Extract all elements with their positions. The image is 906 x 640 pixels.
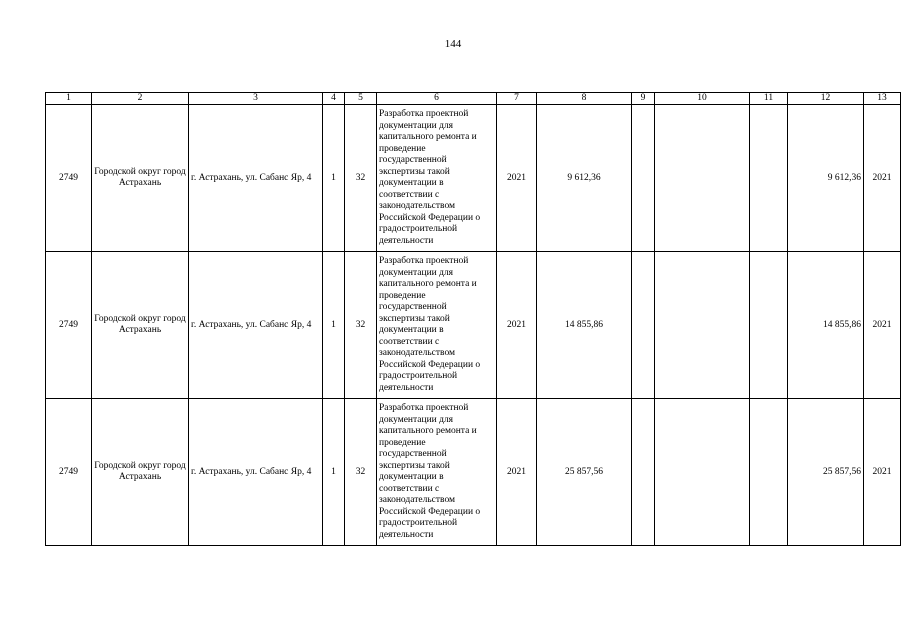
cell-col9 — [632, 252, 655, 399]
cell-col10 — [655, 399, 750, 546]
column-header: 2 — [92, 93, 189, 105]
cell-col11 — [750, 252, 788, 399]
cell-year-end: 2021 — [864, 399, 901, 546]
cell-amount-total: 14 855,86 — [788, 252, 864, 399]
cell-col11 — [750, 105, 788, 252]
cell-col11 — [750, 399, 788, 546]
cell-col4: 1 — [323, 105, 345, 252]
cell-amount-total: 9 612,36 — [788, 105, 864, 252]
cell-address: г. Астрахань, ул. Сабанс Яр, 4 — [189, 105, 323, 252]
cell-municipality: Городской округ город Астрахань — [92, 252, 189, 399]
table-row — [46, 399, 901, 546]
column-header: 6 — [377, 93, 497, 105]
cell-description: Разработка проектной документации для капитального ремонта и проведение государственной экспертизы такой документации в соответствии с законодательством Российской Федерации о градостроительной деятельности — [377, 105, 497, 252]
cell-year-end: 2021 — [864, 105, 901, 252]
header-row — [46, 93, 901, 105]
table-row — [46, 105, 901, 252]
column-header: 9 — [632, 93, 655, 105]
table-row — [46, 252, 901, 399]
column-header: 3 — [189, 93, 323, 105]
column-header: 8 — [537, 93, 632, 105]
cell-id: 2749 — [46, 252, 92, 399]
cell-amount-total: 25 857,56 — [788, 399, 864, 546]
cell-year: 2021 — [497, 252, 537, 399]
cell-address: г. Астрахань, ул. Сабанс Яр, 4 — [189, 252, 323, 399]
cell-col9 — [632, 105, 655, 252]
cell-col4: 1 — [323, 252, 345, 399]
cell-col5: 32 — [345, 252, 377, 399]
column-header: 4 — [323, 93, 345, 105]
cell-year: 2021 — [497, 105, 537, 252]
cell-id: 2749 — [46, 105, 92, 252]
cell-amount: 25 857,56 — [537, 399, 632, 546]
cell-description: Разработка проектной документации для капитального ремонта и проведение государственной экспертизы такой документации в соответствии с законодательством Российской Федерации о градостроительной деятельности — [377, 252, 497, 399]
cell-description: Разработка проектной документации для капитального ремонта и проведение государственной экспертизы такой документации в соответствии с законодательством Российской Федерации о градостроительной деятельности — [377, 399, 497, 546]
page-number: 144 — [444, 38, 462, 50]
cell-year: 2021 — [497, 399, 537, 546]
data-table — [45, 92, 901, 546]
cell-amount: 9 612,36 — [537, 105, 632, 252]
cell-col5: 32 — [345, 105, 377, 252]
column-header: 11 — [750, 93, 788, 105]
cell-address: г. Астрахань, ул. Сабанс Яр, 4 — [189, 399, 323, 546]
column-header: 7 — [497, 93, 537, 105]
cell-col9 — [632, 399, 655, 546]
cell-municipality: Городской округ город Астрахань — [92, 399, 189, 546]
column-header: 12 — [788, 93, 864, 105]
cell-municipality: Городской округ город Астрахань — [92, 105, 189, 252]
cell-col10 — [655, 105, 750, 252]
cell-amount: 14 855,86 — [537, 252, 632, 399]
cell-year-end: 2021 — [864, 252, 901, 399]
column-header: 13 — [864, 93, 901, 105]
cell-id: 2749 — [46, 399, 92, 546]
cell-col5: 32 — [345, 399, 377, 546]
cell-col4: 1 — [323, 399, 345, 546]
column-header: 10 — [655, 93, 750, 105]
column-header: 5 — [345, 93, 377, 105]
cell-col10 — [655, 252, 750, 399]
column-header: 1 — [46, 93, 92, 105]
